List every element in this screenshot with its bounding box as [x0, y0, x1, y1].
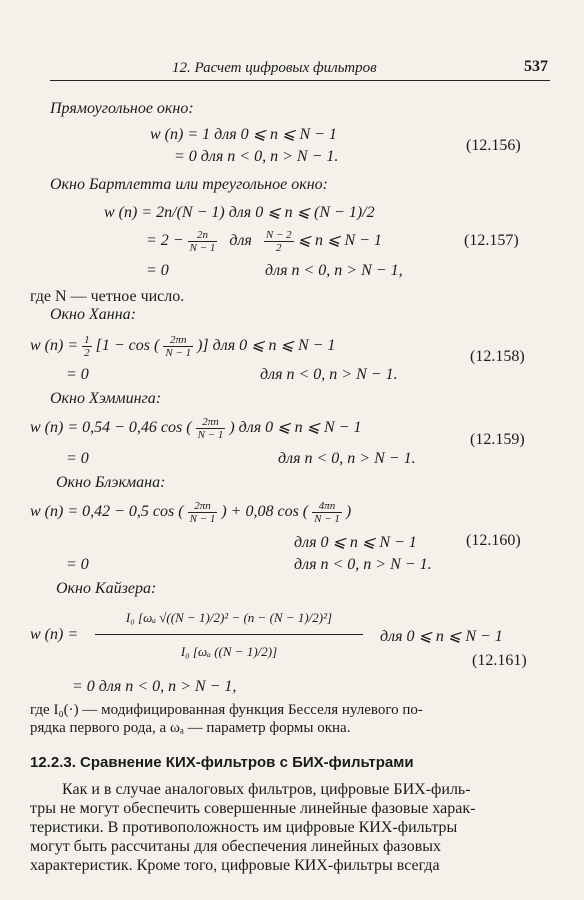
bartlett-eq-line3-cond: для n < 0, n > N − 1,: [265, 262, 403, 279]
fraction: $\frac{2\pi n}{N - 1}$: [165, 334, 192, 359]
hamming-eq-line2-cond: для n < 0, n > N − 1.: [278, 450, 416, 467]
kaiser-cond: для 0 ⩽ n ⩽ N − 1: [380, 628, 503, 645]
paragraph-line: Как и в случае аналоговых фильтров, цифровые БИХ-филь-: [62, 781, 471, 798]
eq-number-12-161: (12.161): [472, 652, 527, 669]
blackman-eq-line3-cond: для n < 0, n > N − 1.: [294, 556, 432, 573]
hann-eq-line1: w (n) = $\frac{1}{2}$ [1 − cos ( $\frac{2\pi n}{N - 1}$ )] для 0 ⩽ n ⩽ N − 1: [30, 334, 336, 359]
kaiser-numerator: I₀ [ωₐ √((N − 1)/2)² − (n − (N − 1)/2)²]: [125, 610, 333, 625]
bartlett-window-label: Окно Бартлетта или треугольное окно:: [50, 176, 328, 193]
paragraph-line: могут быть рассчитаны для обеспечения линейных фазовых: [30, 838, 442, 855]
blackman-eq-line3: = 0: [66, 556, 89, 573]
kaiser-denominator: I₀ [ωₐ ((N − 1)/2)]: [180, 644, 278, 659]
paragraph-line: теристики. В противоположность им цифровые КИХ-фильтры: [30, 819, 458, 836]
blackman-window-label: Окно Блэкмана:: [56, 474, 166, 491]
blackman-eq-line1: w (n) = 0,42 − 0,5 cos ( $\frac{2\pi n}{N - 1}$ ) + 0,08 cos ( $\frac{4\pi n}{N - 1}$ ): [30, 500, 352, 525]
bartlett-eq-line1: w (n) = 2n/(N − 1) для 0 ⩽ n ⩽ (N − 1)/2: [104, 204, 375, 221]
eq-number-12-156: (12.156): [466, 137, 521, 154]
kaiser-window-label: Окно Кайзера:: [56, 580, 157, 597]
hamming-window-label: Окно Хэмминга:: [50, 390, 162, 407]
bartlett-eq-line3: = 0: [146, 262, 169, 279]
page-header: [50, 58, 550, 81]
blackman-eq-line2: для 0 ⩽ n ⩽ N − 1: [294, 534, 417, 551]
bessel-note-line1: где I₀(·) — модифицированная функция Бесселя нулевого по-: [30, 702, 423, 718]
kaiser-lhs: w (n) =: [30, 626, 79, 643]
eq-number-12-160: (12.160): [466, 532, 521, 549]
section-heading: 12.2.3. Сравнение КИХ-фильтров с БИХ-фильтрами: [30, 754, 414, 771]
running-title: 12. Расчет цифровых фильтров: [172, 60, 377, 76]
fraction: $\frac{4\pi n}{N - 1}$: [314, 500, 340, 525]
fraction: $\frac{2n}{N - 1}$: [189, 229, 216, 254]
fraction: $\frac{2\pi n}{N - 1}$: [197, 416, 224, 441]
hann-eq-line2-cond: для n < 0, n > N − 1.: [260, 366, 398, 383]
hann-window-label: Окно Ханна:: [50, 306, 136, 323]
kaiser-eq-line2: = 0 для n < 0, n > N − 1,: [72, 678, 237, 695]
fraction: $\frac{N - 2}{2}$: [265, 229, 292, 254]
fraction: $\frac{1}{2}$: [84, 334, 90, 359]
page-number: 537: [524, 58, 548, 75]
even-n-note: где N — четное число.: [30, 288, 185, 305]
hamming-eq-line1: w (n) = 0,54 − 0,46 cos ( $\frac{2\pi n}{N - 1}$ ) для 0 ⩽ n ⩽ N − 1: [30, 416, 362, 441]
bartlett-eq-line2: = 2 − $\frac{2n}{N - 1}$ для $\frac{N - 2}{2}$ ⩽ n ⩽ N − 1: [146, 229, 382, 254]
fraction-bar: [95, 634, 363, 635]
eq-number-12-158: (12.158): [470, 348, 525, 365]
bessel-note-line2: рядка первого рода, а ωₐ — параметр формы окна.: [30, 720, 351, 736]
hamming-eq-line2: = 0: [66, 450, 89, 467]
hann-eq-line2: = 0: [66, 366, 89, 383]
fraction: $\frac{2\pi n}{N - 1}$: [189, 500, 216, 525]
rect-eq-line1: w (n) = 1 для 0 ⩽ n ⩽ N − 1: [150, 126, 337, 143]
eq-number-12-157: (12.157): [464, 232, 519, 249]
rect-eq-line2: = 0 для n < 0, n > N − 1.: [174, 148, 339, 165]
paragraph-line: тры не могут обеспечить совершенные линейные фазовые харак-: [30, 800, 476, 817]
rect-window-label: Прямоугольное окно:: [50, 100, 194, 117]
paragraph-line: характеристик. Кроме того, цифровые КИХ-фильтры всегда: [30, 857, 440, 874]
eq-number-12-159: (12.159): [470, 431, 525, 448]
